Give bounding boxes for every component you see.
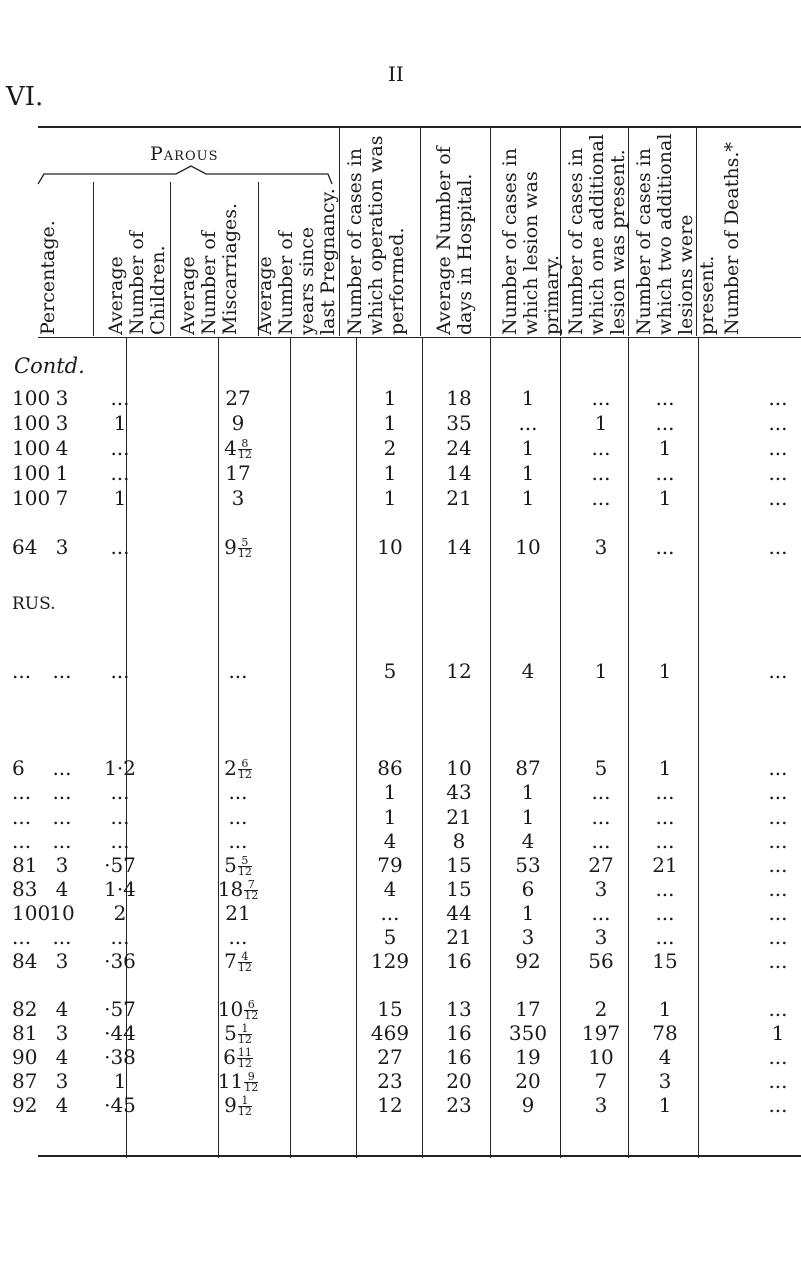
cell-miscarriages: 1 [113,411,127,435]
cell-years: 27 [225,386,251,410]
cell-years [198,437,278,460]
cell-days: 14 [446,461,472,485]
cell-operation: 4 [383,829,397,853]
cell-two-additional: 21 [652,853,678,877]
years-fraction [238,952,252,973]
cell-miscarriages: ... [110,829,130,853]
header-rule [420,126,421,336]
cell-children: ... [52,925,72,949]
cell-children: 10 [49,901,75,925]
cell-primary: 20 [515,1069,541,1093]
cell-percentage: 100 [12,436,51,460]
cell-primary: 1 [521,486,535,510]
cell-two-additional: ... [655,901,675,925]
cell-children: 7 [55,486,69,510]
cell-primary: 10 [515,535,541,559]
fraction-denominator: 12 [237,865,252,878]
fraction-numerator: 1 [238,1024,252,1035]
cell-miscarriages: 1·2 [104,756,136,780]
cell-miscarriages: ·38 [104,1045,136,1069]
header-percentage: Percentage. [37,220,59,335]
cell-years [198,1022,278,1045]
cell-one-additional: 197 [581,1021,621,1045]
cell-one-additional: 7 [594,1069,608,1093]
cell-one-additional: 2 [594,997,608,1021]
cell-deaths: ... [768,386,788,410]
cell-miscarriages: ... [110,659,130,683]
cell-one-additional: 27 [588,853,614,877]
years-fraction [238,1096,252,1117]
header-deaths: Number of Deaths.* [721,142,743,335]
cell-years: 17 [225,461,251,485]
fraction-numerator: 5 [238,856,252,867]
cell-one-additional: 1 [594,411,608,435]
fraction-numerator: 6 [238,759,252,770]
header-rule [258,182,259,336]
cell-deaths: ... [768,997,788,1021]
cell-years: ... [228,925,248,949]
parous-header: Parous [150,143,219,165]
fraction-denominator: 12 [244,1009,259,1022]
cell-percentage: 64 [12,535,38,559]
cell-operation: 5 [383,659,397,683]
cell-two-additional: ... [655,461,675,485]
header-bottom-rule [38,337,801,338]
cell-operation: 10 [377,535,403,559]
cell-primary: 1 [521,805,535,829]
header-one-additional: Number of cases in which one additional lesion was present. [565,134,629,335]
cell-years [198,854,278,877]
fraction-denominator: 12 [237,448,252,461]
cell-operation: 1 [383,780,397,804]
years-fraction [238,439,252,460]
cell-children: 4 [55,997,69,1021]
fraction-numerator: 11 [237,1046,252,1059]
fraction-numerator: 7 [244,880,258,891]
cell-primary: 17 [515,997,541,1021]
header-operation: Number of cases in which operation was performed. [344,135,408,335]
years-whole: 18 [217,877,244,901]
cell-days: 15 [446,877,472,901]
cell-one-additional: ... [591,386,611,410]
header-rule [93,182,94,336]
cell-two-additional: ... [655,829,675,853]
cell-percentage: ... [12,780,32,804]
years-whole: 5 [224,1021,237,1045]
cell-children: ... [52,659,72,683]
cell-operation: ... [380,901,400,925]
cell-operation: 15 [377,997,403,1021]
cell-two-additional: 1 [658,486,672,510]
cell-years: 21 [225,901,251,925]
header-rule [696,126,697,336]
cell-days: 43 [446,780,472,804]
cell-deaths: ... [768,780,788,804]
years-fraction [244,1072,258,1093]
cell-two-additional: 1 [658,997,672,1021]
cell-deaths: ... [768,901,788,925]
fraction-numerator: 9 [244,1072,258,1083]
cell-years: ... [228,780,248,804]
header-rule [560,126,561,336]
cell-deaths: ... [768,436,788,460]
cell-operation: 2 [383,436,397,460]
cell-one-additional: ... [591,780,611,804]
cell-miscarriages: ·44 [104,1021,136,1045]
cell-primary: 3 [521,925,535,949]
header-rule [170,182,171,336]
cell-two-additional: 1 [658,659,672,683]
cell-miscarriages: 1·4 [104,877,136,901]
cell-children: 3 [55,949,69,973]
cell-days: 24 [446,436,472,460]
cell-percentage: 81 [12,853,38,877]
cell-deaths: ... [768,659,788,683]
cell-primary: 1 [521,461,535,485]
cell-primary: 6 [521,877,535,901]
cell-miscarriages: ·36 [104,949,136,973]
cell-one-additional: ... [591,461,611,485]
cell-children: ... [52,780,72,804]
cell-one-additional: ... [591,436,611,460]
cell-percentage: ... [12,829,32,853]
cell-percentage: 90 [12,1045,38,1069]
cell-children: ... [52,805,72,829]
cell-days: 10 [446,756,472,780]
cell-primary: 350 [508,1021,548,1045]
cell-percentage: 100 [12,486,51,510]
cell-operation: 86 [377,756,403,780]
years-fraction [244,1000,258,1021]
cell-primary: 19 [515,1045,541,1069]
cell-deaths: ... [768,925,788,949]
years-whole: 2 [224,756,237,780]
cell-deaths: ... [768,411,788,435]
cell-primary: 1 [521,386,535,410]
cell-one-additional: 3 [594,1093,608,1117]
cell-primary: 1 [521,436,535,460]
cell-children: 3 [55,535,69,559]
cell-operation: 1 [383,386,397,410]
cell-two-additional: 1 [658,756,672,780]
cell-operation: 1 [383,486,397,510]
cell-miscarriages: ·45 [104,1093,136,1117]
cell-percentage: 81 [12,1021,38,1045]
contd-label: Contd. [14,354,85,378]
cell-days: 8 [452,829,466,853]
years-fraction [238,856,252,877]
cell-one-additional: ... [591,901,611,925]
fraction-numerator: 8 [238,439,252,450]
cell-miscarriages: ... [110,386,130,410]
cell-two-additional: 3 [658,1069,672,1093]
cell-days: 35 [446,411,472,435]
cell-two-additional: ... [655,535,675,559]
years-fraction [237,1048,253,1069]
cell-two-additional: ... [655,386,675,410]
cell-primary: 53 [515,853,541,877]
cell-primary: 1 [521,901,535,925]
header-rule [628,126,629,336]
cell-deaths: ... [768,1045,788,1069]
cell-years [198,950,278,973]
cell-primary: 92 [515,949,541,973]
cell-percentage: 84 [12,949,38,973]
cell-two-additional: 4 [658,1045,672,1069]
fraction-denominator: 12 [237,768,252,781]
cell-two-additional: ... [655,411,675,435]
cell-children: 4 [55,1045,69,1069]
cell-one-additional: ... [591,486,611,510]
cell-percentage: 100 [12,461,51,485]
cell-days: 23 [446,1093,472,1117]
cell-percentage: ... [12,805,32,829]
cell-miscarriages: 2 [113,901,127,925]
cell-miscarriages: ·57 [104,997,136,1021]
body-rule [290,338,291,1158]
cell-children: 3 [55,853,69,877]
cell-years: ... [228,805,248,829]
cell-percentage: 92 [12,1093,38,1117]
cell-children: 1 [55,461,69,485]
cell-days: 21 [446,925,472,949]
cell-deaths: ... [768,805,788,829]
cell-percentage: 100 [12,386,51,410]
cell-days: 14 [446,535,472,559]
cell-years [198,1046,278,1069]
cell-percentage: 82 [12,997,38,1021]
cell-children: 3 [55,1069,69,1093]
cell-operation: 1 [383,805,397,829]
fraction-denominator: 12 [237,547,252,560]
cell-years [198,1070,278,1093]
years-fraction [238,759,252,780]
fraction-denominator: 12 [237,1057,252,1070]
years-whole: 7 [224,949,237,973]
cell-operation: 79 [377,853,403,877]
bottom-rule [38,1155,801,1157]
cell-children: 3 [55,1021,69,1045]
section-label: VI. [6,82,44,112]
cell-days: 16 [446,949,472,973]
years-whole: 5 [224,853,237,877]
cell-percentage: 100 [12,901,51,925]
cell-years [198,998,278,1021]
header-rule [339,126,340,336]
header-two-additional: Number of cases in which two additional lesions were present. [633,133,718,335]
header-primary: Number of cases in which lesion was primary. [499,148,563,335]
cell-years [198,878,278,901]
years-whole: 9 [224,1093,237,1117]
cell-two-additional: 78 [652,1021,678,1045]
cell-days: 16 [446,1021,472,1045]
fraction-denominator: 12 [237,961,252,974]
cell-one-additional: 3 [594,925,608,949]
cell-one-additional: 3 [594,877,608,901]
cell-one-additional: 56 [588,949,614,973]
cell-one-additional: ... [591,829,611,853]
fraction-numerator: 1 [238,1096,252,1107]
cell-deaths: 1 [771,1021,785,1045]
cell-years: ... [228,659,248,683]
fraction-denominator: 12 [244,1081,259,1094]
fraction-denominator: 12 [237,1033,252,1046]
cell-one-additional: 10 [588,1045,614,1069]
cell-operation: 27 [377,1045,403,1069]
cell-children: 4 [55,436,69,460]
header-days: Average Number of days in Hospital. [433,146,476,335]
cell-deaths: ... [768,877,788,901]
cell-miscarriages: 1 [113,1069,127,1093]
cell-years: ... [228,829,248,853]
cell-operation: 4 [383,877,397,901]
years-whole: 4 [224,436,237,460]
cell-primary: 87 [515,756,541,780]
cell-days: 15 [446,853,472,877]
cell-children: ... [52,829,72,853]
cell-two-additional: 1 [658,1093,672,1117]
cell-children: ... [52,756,72,780]
cell-primary: 4 [521,829,535,853]
cell-miscarriages: ... [110,436,130,460]
fraction-numerator: 4 [238,952,252,963]
cell-two-additional: 15 [652,949,678,973]
page-number: II [388,62,404,86]
cell-primary: 1 [521,780,535,804]
cell-miscarriages: 1 [113,486,127,510]
cell-days: 16 [446,1045,472,1069]
cell-operation: 469 [370,1021,410,1045]
cell-miscarriages: ... [110,780,130,804]
cell-primary: ... [518,411,538,435]
cell-days: 20 [446,1069,472,1093]
cell-deaths: ... [768,853,788,877]
header-children: Average Number of Children. [105,231,169,335]
cell-one-additional: 1 [594,659,608,683]
cell-days: 44 [446,901,472,925]
years-whole: 9 [224,535,237,559]
cell-two-additional: ... [655,877,675,901]
cell-operation: 23 [377,1069,403,1093]
cell-days: 21 [446,486,472,510]
cell-operation: 1 [383,461,397,485]
cell-days: 21 [446,805,472,829]
years-whole: 6 [223,1045,236,1069]
cell-operation: 1 [383,411,397,435]
cell-deaths: ... [768,535,788,559]
cell-deaths: ... [768,486,788,510]
fraction-denominator: 12 [244,889,259,902]
rus-label: RUS. [12,594,56,614]
cell-two-additional: ... [655,925,675,949]
cell-days: 13 [446,997,472,1021]
cell-years [198,1094,278,1117]
cell-percentage: 100 [12,411,51,435]
cell-years: 9 [231,411,245,435]
cell-operation: 129 [370,949,410,973]
years-whole: 10 [217,997,244,1021]
fraction-numerator: 5 [238,538,252,549]
cell-years: 3 [231,486,245,510]
cell-one-additional: 3 [594,535,608,559]
cell-deaths: ... [768,829,788,853]
cell-years [198,536,278,559]
fraction-denominator: 12 [237,1105,252,1118]
cell-children: 3 [55,411,69,435]
cell-two-additional: ... [655,805,675,829]
cell-two-additional: ... [655,780,675,804]
cell-days: 18 [446,386,472,410]
cell-miscarriages: ... [110,535,130,559]
cell-miscarriages: ... [110,925,130,949]
cell-two-additional: 1 [658,436,672,460]
cell-percentage: ... [12,925,32,949]
cell-miscarriages: ... [110,805,130,829]
header-miscarriages: Average Number of Miscarriages. [177,202,241,335]
cell-children: 4 [55,1093,69,1117]
cell-deaths: ... [768,1069,788,1093]
cell-deaths: ... [768,1093,788,1117]
cell-percentage: ... [12,659,32,683]
cell-miscarriages: ·57 [104,853,136,877]
cell-deaths: ... [768,949,788,973]
cell-percentage: 6 [12,756,25,780]
cell-primary: 4 [521,659,535,683]
years-fraction [238,1024,252,1045]
cell-children: 4 [55,877,69,901]
cell-operation: 5 [383,925,397,949]
years-fraction [244,880,258,901]
years-whole: 11 [217,1069,244,1093]
years-fraction [238,538,252,559]
cell-one-additional: 5 [594,756,608,780]
cell-years [198,757,278,780]
cell-percentage: 83 [12,877,38,901]
cell-operation: 12 [377,1093,403,1117]
cell-percentage: 87 [12,1069,38,1093]
cell-days: 12 [446,659,472,683]
cell-primary: 9 [521,1093,535,1117]
cell-deaths: ... [768,756,788,780]
header-rule [490,126,491,336]
cell-miscarriages: ... [110,461,130,485]
cell-deaths: ... [768,461,788,485]
cell-children: 3 [55,386,69,410]
cell-one-additional: ... [591,805,611,829]
header-years: Average Number of years since last Pregnancy. [254,188,339,335]
fraction-numerator: 6 [244,1000,258,1011]
